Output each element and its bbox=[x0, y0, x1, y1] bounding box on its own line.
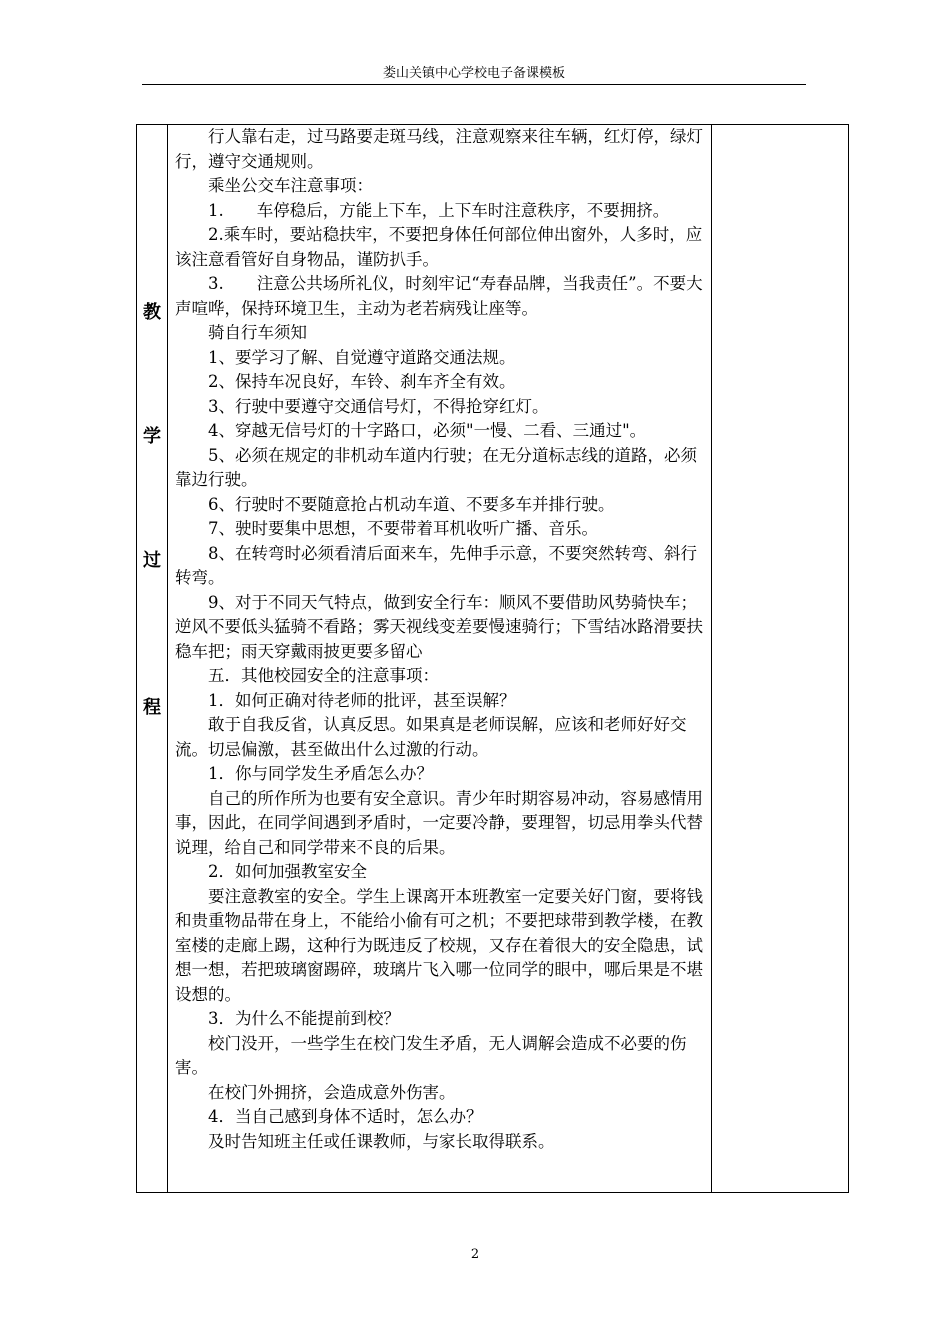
paragraph: 五．其他校园安全的注意事项： bbox=[208, 666, 439, 685]
paragraph: 2、保持车况良好，车铃、刹车齐全有效。 bbox=[208, 372, 516, 391]
paragraph: 1．你与同学发生矛盾怎么办？ bbox=[208, 764, 433, 783]
column-divider-right bbox=[711, 125, 712, 1192]
page-number: 2 bbox=[470, 1247, 480, 1262]
side-label-char-1: 教 bbox=[143, 302, 161, 323]
paragraph: 2．如何加强教室安全 bbox=[208, 862, 367, 881]
lesson-table bbox=[136, 124, 849, 1193]
side-label-char-4: 程 bbox=[143, 697, 161, 718]
paragraph: 8、在转弯时必须看清后面来车，先伸手示意，不要突然转弯、斜行转弯。 bbox=[175, 543, 697, 587]
paragraph: 5、必须在规定的非机动车道内行驶；在无分道标志线的道路，必须靠边行驶。 bbox=[175, 445, 697, 489]
page-header: 娄山关镇中心学校电子备课模板 bbox=[382, 66, 565, 81]
paragraph: 1. 车停稳后，方能上下车，上下车时注意秩序，不要拥挤。 bbox=[208, 200, 670, 220]
paragraph: 骑自行车须知 bbox=[208, 323, 307, 342]
paragraph: 2.乘车时，要站稳扶牢，不要把身体任何部位伸出窗外，人多时，应该注意看管好自身物品，谨防扒手。 bbox=[175, 225, 703, 269]
column-divider-left bbox=[167, 125, 168, 1192]
paragraph: 9、对于不同天气特点，做到安全行车：顺风不要借助风势骑快车；逆风不要低头猛骑不看路；雾天视线变差要慢速骑行；下雪结冰路滑要扶稳车把；雨天穿戴雨披更要多留心 bbox=[175, 592, 703, 661]
paragraph: 敢于自我反省，认真反思。如果真是老师误解，应该和老师好好交流。切忌偏激，甚至做出什么过激的行动。 bbox=[175, 715, 687, 759]
paragraph: 4．当自己感到身体不适时，怎么办？ bbox=[208, 1107, 483, 1126]
side-label-char-3: 过 bbox=[143, 550, 161, 571]
paragraph: 校门没开，一些学生在校门发生矛盾，无人调解会造成不必要的伤害。 bbox=[175, 1033, 687, 1077]
paragraph: 6、行驶时不要随意抢占机动车道、不要多车并排行驶。 bbox=[208, 494, 615, 514]
paragraph: 4、穿越无信号灯的十字路口，必须"一慢、二看、三通过"。 bbox=[208, 421, 647, 440]
paragraph: 3. 注意公共场所礼仪，时刻牢记“寿春品牌，当我责任”。不要大声喧哗，保持环境卫生，主动为老若病残让座等。 bbox=[175, 274, 703, 318]
paragraph: 自己的所作所为也要有安全意识。青少年时期容易冲动，容易感情用事，因此，在同学间遇到矛盾时，一定要冷静，要理智，切忌用拳头代替说理，给自己和同学带来不良的后果。 bbox=[175, 788, 703, 857]
paragraph: 乘坐公交车注意事项： bbox=[208, 176, 373, 195]
header-rule bbox=[142, 84, 806, 85]
paragraph: 在校门外拥挤，会造成意外伤害。 bbox=[208, 1082, 456, 1102]
paragraph: 7、驶时要集中思想，不要带着耳机收听广播、音乐。 bbox=[208, 519, 598, 538]
lesson-content bbox=[175, 125, 703, 1154]
paragraph: 1．如何正确对待老师的批评，甚至误解？ bbox=[208, 690, 516, 710]
paragraph: 3．为什么不能提前到校？ bbox=[208, 1009, 400, 1028]
paragraph: 3、行驶中要遵守交通信号灯，不得抢穿红灯。 bbox=[208, 396, 549, 416]
paragraph: 及时告知班主任或任课教师，与家长取得联系。 bbox=[208, 1131, 555, 1151]
side-label-char-2: 学 bbox=[143, 426, 161, 447]
paragraph: 行人靠右走，过马路要走斑马线，注意观察来往车辆，红灯停，绿灯行，遵守交通规则。 bbox=[175, 127, 703, 171]
paragraph: 要注意教室的安全。学生上课离开本班教室一定要关好门窗，要将钱和贵重物品带在身上，不能给小偷有可之机；不要把球带到教学楼，在教室楼的走廊上踢，这种行为既违反了校规，又存在着很大的安全隐患，试想一想，若把玻璃窗踢碎，玻璃片飞入哪一位同学的眼中，哪后果是不堪设想的。 bbox=[175, 886, 703, 1004]
paragraph: 1、要学习了解、自觉遵守道路交通法规。 bbox=[208, 347, 516, 367]
